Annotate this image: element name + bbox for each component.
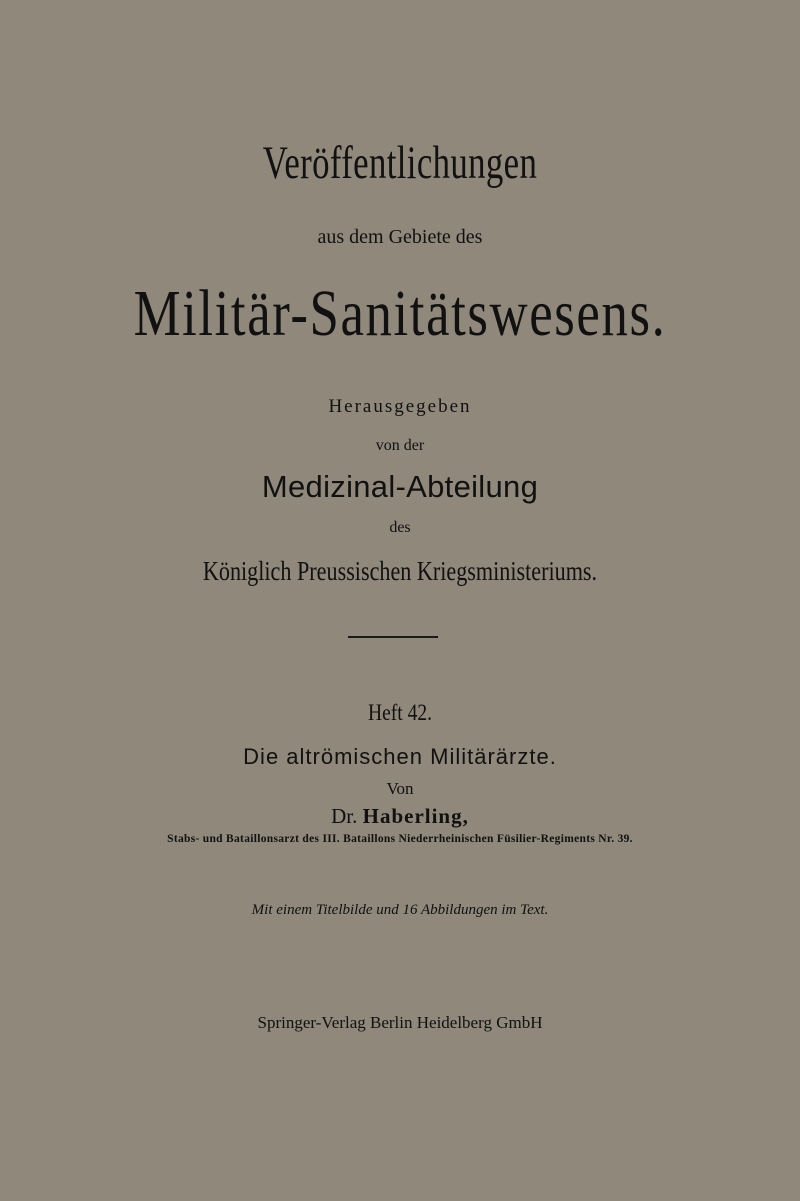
author-surname: Haberling, <box>362 804 469 828</box>
author-name <box>0 804 800 829</box>
divider <box>348 636 438 638</box>
publisher: Springer-Verlag Berlin Heidelberg GmbH <box>257 1013 543 1032</box>
series-title: Veröffentlichungen <box>262 137 538 189</box>
editor-label: Herausgegeben <box>328 396 472 417</box>
author-prefix: Dr. <box>331 804 358 828</box>
series-subtitle: aus dem Gebiete des <box>317 226 483 248</box>
editor-ministry: Königlich Preussischen Kriegsministeriums. <box>202 556 598 586</box>
illustrations-note: Mit einem Titelbilde und 16 Abbildungen im Text. <box>251 902 549 918</box>
author-von: Von <box>386 779 414 798</box>
author-role: Stabs- und Bataillonsarzt des III. Bataillons Niederrheinischen Füsilier-Regiments Nr. 39. <box>167 833 633 845</box>
editor-des: des <box>389 519 411 536</box>
book-title: Die altrömischen Militärärzte. <box>243 744 557 769</box>
series-main-title: Militär-Sanitätswesens. <box>133 277 667 350</box>
issue-number: Heft 42. <box>367 700 433 725</box>
editor-department: Medizinal-Abteilung <box>261 469 539 504</box>
editor-von: von der <box>375 437 425 454</box>
